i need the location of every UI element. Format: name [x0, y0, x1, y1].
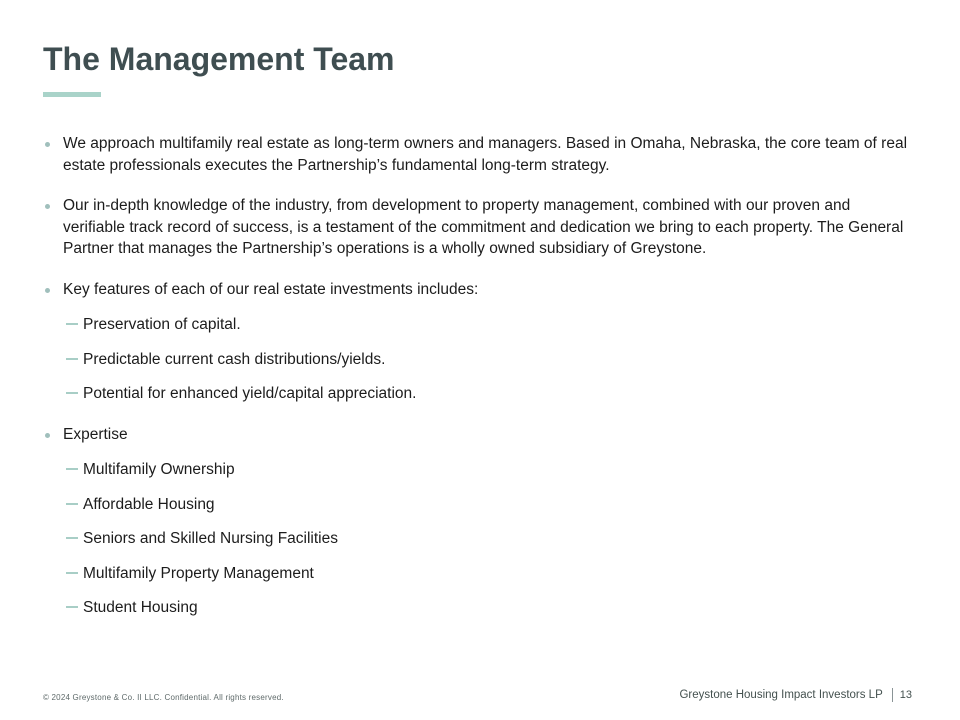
sub-bullet-text: Affordable Housing: [83, 495, 215, 513]
dash-icon: [66, 392, 78, 394]
sub-bullet-text: Potential for enhanced yield/capital appreciation.: [83, 385, 417, 402]
sub-bullet-item: [43, 597, 917, 619]
page-number: 13: [899, 689, 912, 701]
footer-copyright: © 2024 Greystone & Co. II LLC. Confidential. All rights reserved.: [43, 693, 284, 702]
footer-divider: [892, 688, 893, 702]
sub-bullet-text: Preservation of capital.: [83, 316, 241, 333]
sub-bullet-item: [43, 459, 917, 481]
sub-bullet-group: [43, 459, 917, 619]
sub-bullet-text: Predictable current cash distributions/yields.: [83, 350, 386, 368]
sub-bullet-text: Seniors and Skilled Nursing Facilities: [83, 530, 339, 547]
bullet-text: We approach multifamily real estate as long-term owners and managers. Based in Omaha, Nebraska, the core team of real estate professionals executes the Partnership’s fundamental long-term strategy.: [63, 135, 908, 174]
sub-bullet-text: Multifamily Ownership: [83, 461, 235, 478]
bullet-dot-icon: [45, 204, 50, 209]
slide-body: [43, 133, 917, 638]
footer-company-block: [679, 688, 912, 702]
bullet-dot-icon: [45, 142, 50, 147]
bullet-item: [43, 195, 917, 260]
bullet-dot-icon: [45, 288, 50, 293]
page-title: The Management Team: [43, 41, 395, 77]
bullet-dot-icon: [45, 433, 50, 438]
dash-icon: [66, 323, 78, 325]
sub-bullet-item: [43, 494, 917, 516]
title-block: [43, 40, 394, 97]
sub-bullet-item: [43, 314, 917, 336]
sub-bullet-item: [43, 528, 917, 550]
bullet-item: [43, 279, 917, 301]
dash-icon: [66, 503, 78, 505]
title-accent-bar: [43, 92, 101, 97]
dash-icon: [66, 358, 78, 360]
bullet-text: Key features of each of our real estate investments includes:: [63, 280, 479, 298]
bullet-item: [43, 133, 917, 176]
slide-footer: [43, 688, 912, 702]
sub-bullet-item: [43, 563, 917, 585]
sub-bullet-item: [43, 349, 917, 371]
dash-icon: [66, 468, 78, 470]
bullet-item: [43, 424, 917, 446]
sub-bullet-text: Student Housing: [83, 599, 198, 616]
sub-bullet-text: Multifamily Property Management: [83, 564, 314, 582]
dash-icon: [66, 572, 78, 574]
dash-icon: [66, 537, 78, 539]
dash-icon: [66, 606, 78, 608]
footer-company-name: Greystone Housing Impact Investors LP: [679, 689, 883, 701]
bullet-text: Expertise: [63, 425, 128, 443]
sub-bullet-item: [43, 383, 917, 405]
bullet-text: Our in-depth knowledge of the industry, from development to property management, combined with our proven and verifiable track record of success, is a testament of the commitment and dedication we bring to each property. The General Partner that manages the Partnership’s operations is a wholly owned subsidiary of Greystone.: [63, 197, 904, 257]
sub-bullet-group: [43, 314, 917, 405]
